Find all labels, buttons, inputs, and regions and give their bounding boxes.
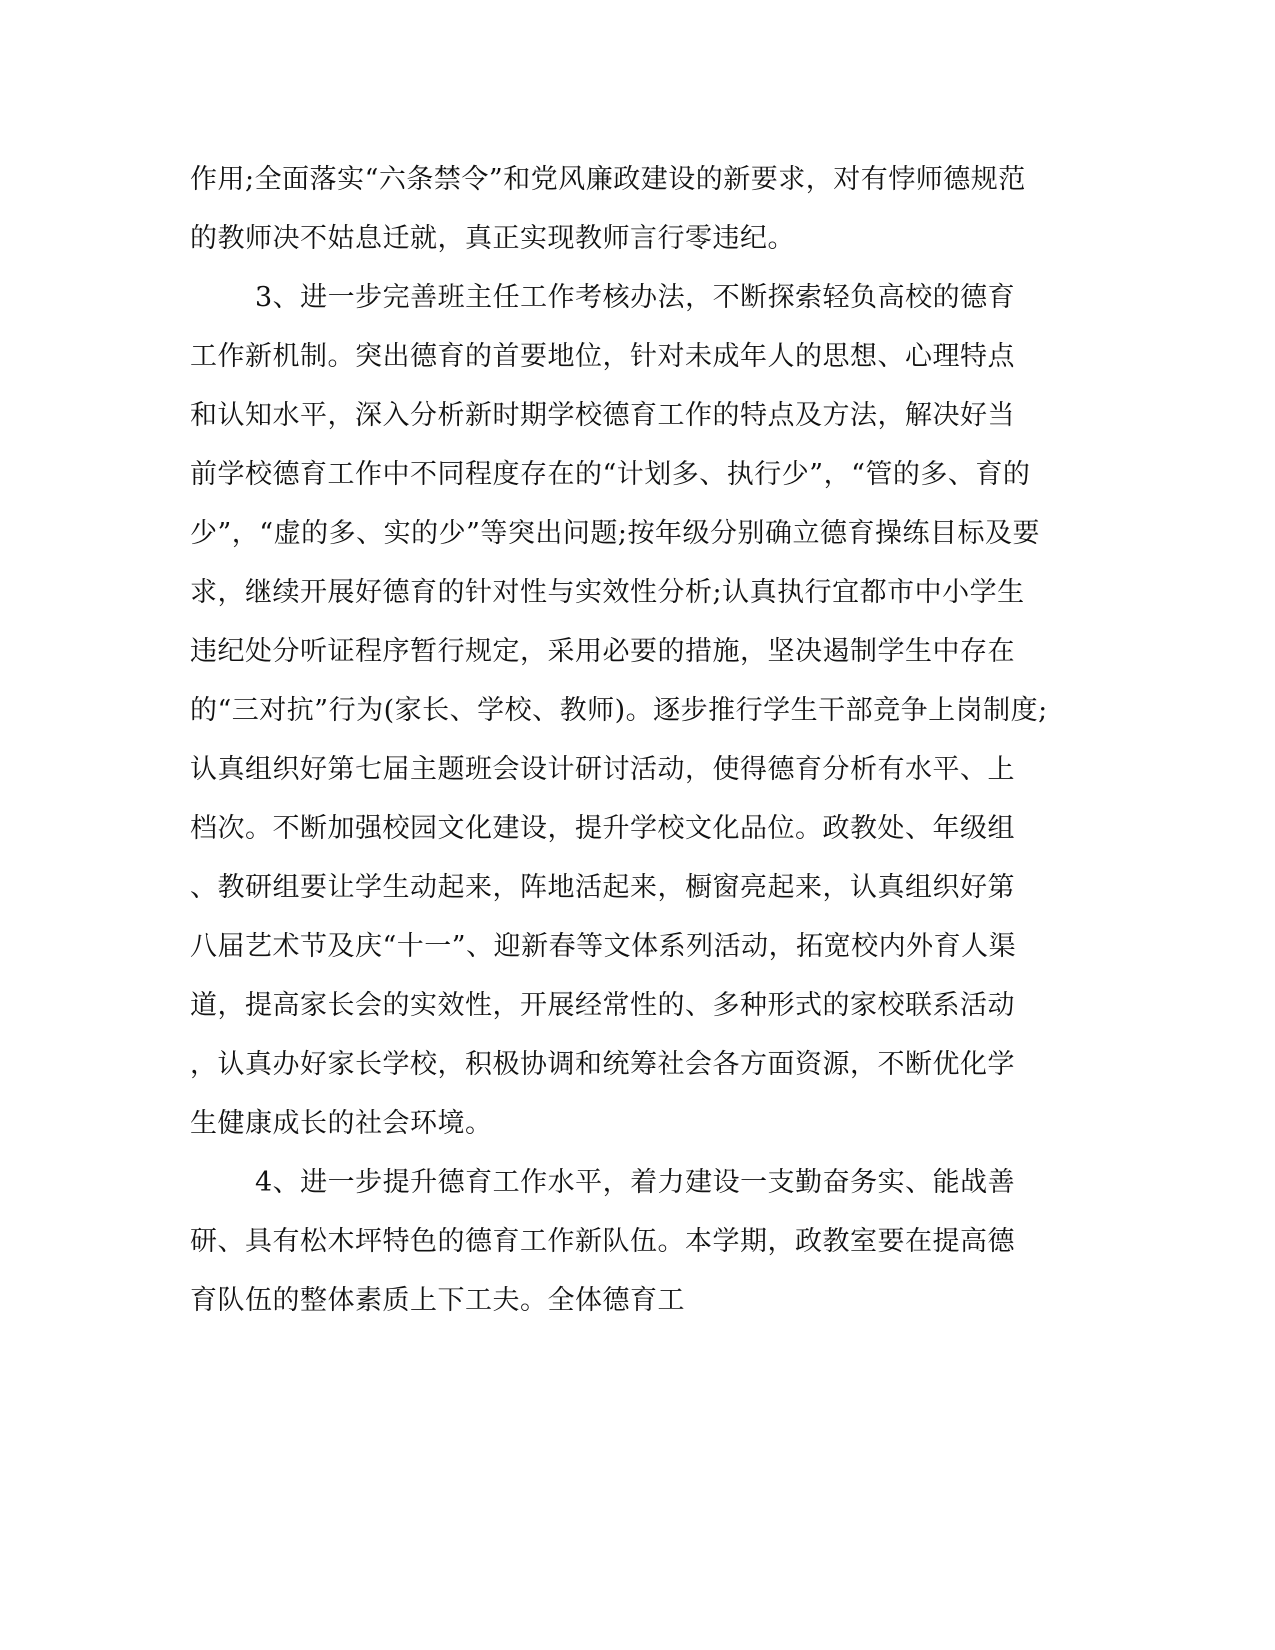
text-line: 道，提高家长会的实效性，开展经常性的、多种形式的家校联系活动 [190, 990, 1015, 1021]
text-line: 研、具有松木坪特色的德育工作新队伍。本学期，政教室要在提高德 [190, 1226, 1015, 1257]
text-line: 作用;全面落实“六条禁令”和党风廉政建设的新要求，对有悖师德规范 [190, 164, 1026, 195]
text-line: 和认知水平，深入分析新时期学校德育工作的特点及方法，解决好当 [190, 400, 1015, 431]
paragraph-start-line: 4、进一步提升德育工作水平，着力建设一支勤奋务实、能战善 [255, 1167, 1016, 1198]
text-line: 生健康成长的社会环境。 [190, 1108, 493, 1139]
text-line: 的“三对抗”行为(家长、学校、教师)。逐步推行学生干部竞争上岗制度; [190, 695, 1048, 726]
text-line: ，认真办好家长学校，积极协调和统筹社会各方面资源，不断优化学 [190, 1049, 1015, 1080]
text-line: 的教师决不姑息迁就，真正实现教师言行零违纪。 [190, 223, 795, 254]
text-line: 违纪处分听证程序暂行规定，采用必要的措施，坚决遏制学生中存在 [190, 636, 1015, 667]
paragraph-start-line: 3、进一步完善班主任工作考核办法，不断探索轻负高校的德育 [255, 282, 1016, 313]
text-line: 八届艺术节及庆“十一”、迎新春等文体系列活动，拓宽校内外育人渠 [190, 931, 1017, 962]
text-line: 认真组织好第七届主题班会设计研讨活动，使得德育分析有水平、上 [190, 754, 1015, 785]
text-line: 、教研组要让学生动起来，阵地活起来，橱窗亮起来，认真组织好第 [190, 872, 1015, 903]
text-line: 育队伍的整体素质上下工夫。全体德育工 [190, 1285, 685, 1316]
text-line: 少”，“虚的多、实的少”等突出问题;按年级分别确立德育操练目标及要 [190, 518, 1041, 549]
text-line: 求，继续开展好德育的针对性与实效性分析;认真执行宜都市中小学生 [190, 577, 1025, 608]
text-line: 前学校德育工作中不同程度存在的“计划多、执行少”，“管的多、育的 [190, 459, 1031, 490]
text-line: 档次。不断加强校园文化建设，提升学校文化品位。政教处、年级组 [190, 813, 1015, 844]
text-line: 工作新机制。突出德育的首要地位，针对未成年人的思想、心理特点 [190, 341, 1015, 372]
